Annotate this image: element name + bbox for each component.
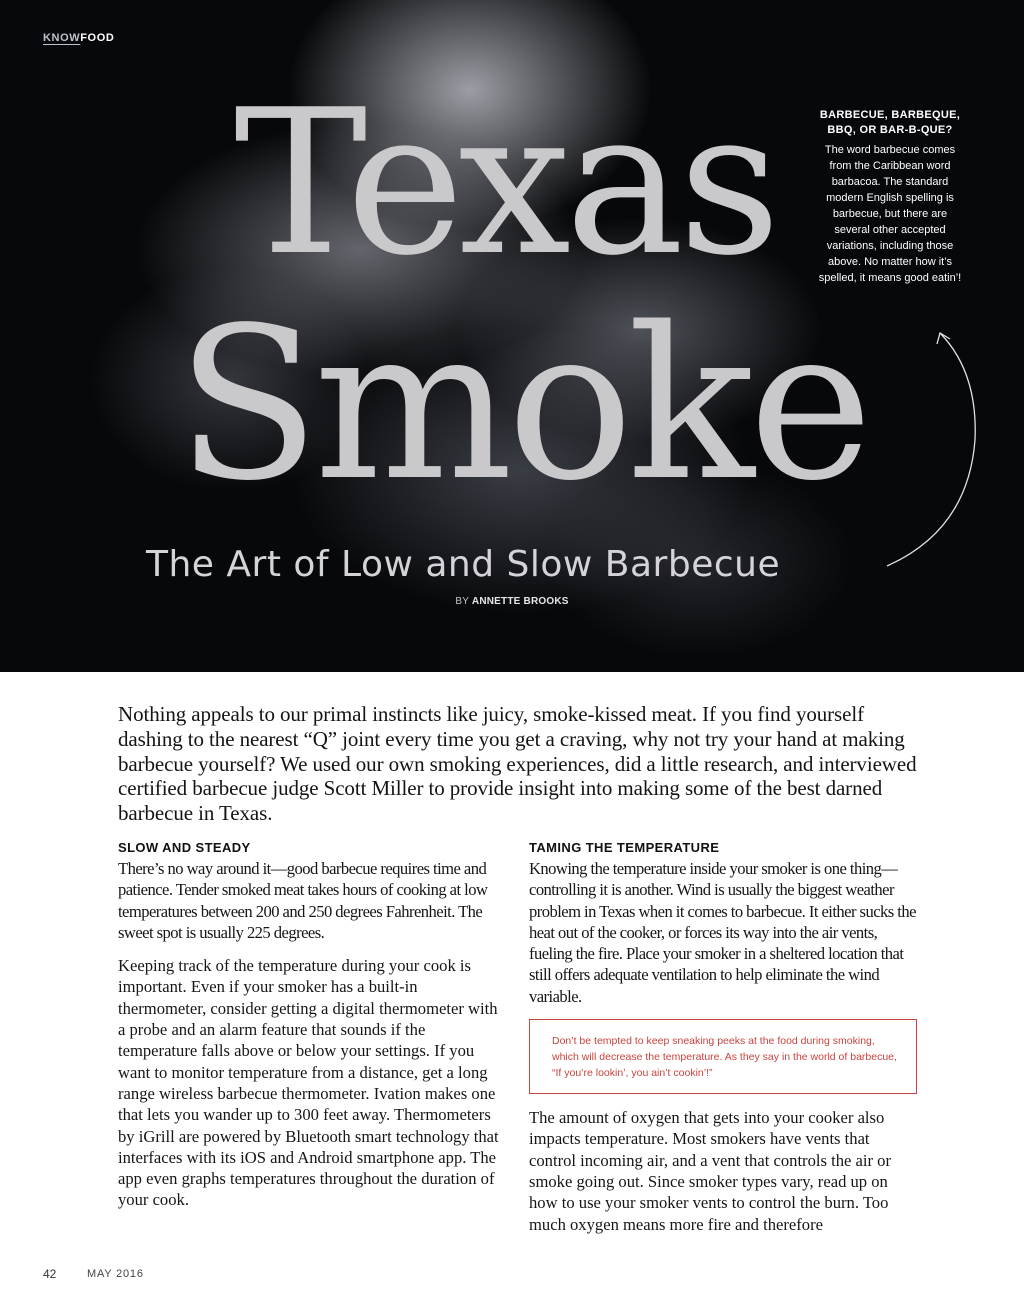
paragraph: Keeping track of the temperature during your cook is important. Even if your smoker has a built-in thermometer, consider getting a digital thermometer with a probe and an alarm feature that sounds if the temperature falls above or below your settings. If you want to monitor temperature from a distance, get a long range wireless barbecue thermometer. Ivation makes one that lets you wander up to 300 feet away. Thermometers by iGrill are powered by Bluetooth smart technology that interfaces with its iOS and Android smartphone app. The app even graphs temperatures throughout the duration of your cook. bbox=[118, 956, 499, 1210]
pull-quote-callout: Don’t be tempted to keep sneaking peeks at the food during smoking, which will decrease the temperature. As they say in the world of barbecue, “If you’re lookin’, you ain’t cookin’!” bbox=[529, 1019, 917, 1094]
section-tag-food: FOOD bbox=[80, 32, 115, 44]
column-left bbox=[118, 840, 508, 1223]
section-heading-slow-and-steady: SLOW AND STEADY bbox=[118, 840, 251, 855]
article-subtitle: The Art of Low and Slow Barbecue bbox=[146, 544, 781, 585]
title-line-1: Texas bbox=[234, 67, 775, 300]
sidebar-body: The word barbecue comes from the Caribbean word barbacoa. The standard modern English spelling is barbecue, but there are several other accepted variations, including those above. No matter how it’s spelled, it means good eatin’! bbox=[818, 144, 962, 284]
byline-author: ANNETTE BROOKS bbox=[471, 596, 569, 607]
section-tag-know: KNOW bbox=[43, 32, 81, 44]
section-heading-taming-the-temperature: TAMING THE TEMPERATURE bbox=[529, 840, 720, 855]
issue-date: MAY 2016 bbox=[87, 1268, 144, 1280]
page-footer bbox=[43, 1267, 144, 1281]
byline-prefix: BY bbox=[455, 596, 469, 607]
page-number: 42 bbox=[43, 1267, 57, 1281]
sidebar-heading: BARBECUE, BARBEQUE, BBQ, OR BAR-B-QUE? bbox=[819, 109, 961, 136]
title-line-2: Smoke bbox=[176, 282, 867, 527]
lead-paragraph: Nothing appeals to our primal instincts like juicy, smoke-kissed meat. If you find yourself dashing to the nearest “Q” joint every time you get a craving, why not try your hand at making barbecue yourself? We used our own smoking experiences, did a little research, and interviewed certified barbecue judge Scott Miller to provide insight into making some of the best darned barbecue in Texas. bbox=[118, 702, 917, 826]
column-right bbox=[529, 840, 919, 1247]
paragraph: There’s no way around it—good barbecue requires time and patience. Tender smoked meat takes hours of cooking at low temperatures between 200 and 250 degrees Fahrenheit. The sweet spot is usually 225 degrees. bbox=[118, 859, 488, 942]
paragraph: Knowing the temperature inside your smoker is one thing—controlling it is another. Wind is usually the biggest weather problem in Texas when it comes to barbecue. It either sucks the heat out of the cooker, or forces its way into the air vents, fueling the fire. Place your smoker in a sheltered location that still offers adequate ventilation to help eliminate the wind variable. bbox=[529, 859, 916, 1006]
paragraph: The amount of oxygen that gets into your cooker also impacts temperature. Most smokers have vents that control incoming air, and a vent that controls the air or smoke going out. Since smoker types vary, read up on how to use your smoker vents to control the burn. Too much oxygen means more fire and therefore bbox=[529, 1108, 891, 1234]
